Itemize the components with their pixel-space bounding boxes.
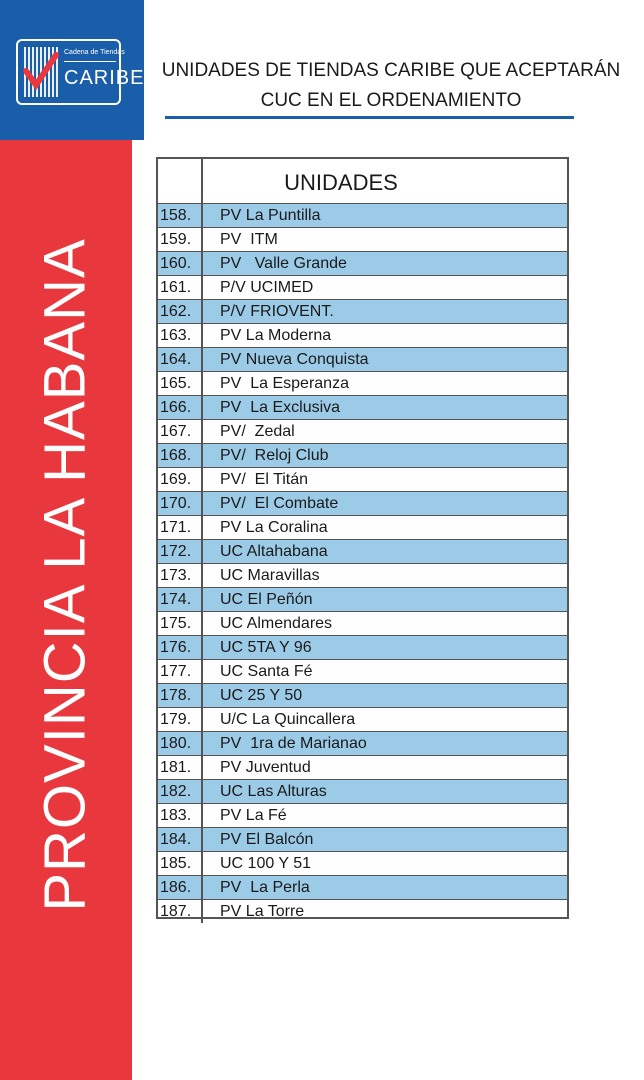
table-body (158, 203, 567, 923)
table-row (158, 227, 567, 251)
row-unit-name: PV La Exclusiva (220, 399, 341, 416)
row-unit-name: PV 1ra de Marianao (220, 735, 367, 752)
headline-line-1: UNIDADES DE TIENDAS CARIBE QUE ACEPTARÁN (161, 60, 621, 81)
row-number: 183. (158, 804, 203, 827)
row-number: 173. (158, 564, 203, 587)
table-row (158, 395, 567, 419)
row-number: 164. (158, 348, 203, 371)
table-row (158, 251, 567, 275)
row-unit-name: UC Santa Fé (220, 663, 313, 680)
table-row (158, 443, 567, 467)
row-unit-name: PV La Perla (220, 879, 310, 896)
table-row (158, 299, 567, 323)
table-row (158, 203, 567, 227)
row-unit-name: PV Nueva Conquista (220, 351, 369, 368)
row-unit-name: UC 100 Y 51 (220, 855, 312, 872)
row-unit-name: PV/ Reloj Club (220, 447, 329, 464)
row-unit-name: PV/ El Combate (220, 495, 339, 512)
row-number: 170. (158, 492, 203, 515)
row-number: 177. (158, 660, 203, 683)
row-number: 175. (158, 612, 203, 635)
logo-brand: CARIBE (64, 67, 145, 89)
table-row (158, 275, 567, 299)
row-unit-name: PV El Balcón (220, 831, 314, 848)
row-number: 160. (158, 252, 203, 275)
row-number: 165. (158, 372, 203, 395)
row-unit-name: UC Altahabana (220, 543, 328, 560)
row-unit-name: PV La Esperanza (220, 375, 349, 392)
row-unit-name: PV ITM (220, 231, 278, 248)
row-unit-name: UC Las Alturas (220, 783, 327, 800)
table-row (158, 419, 567, 443)
row-unit-name: PV La Puntilla (220, 207, 321, 224)
row-number: 159. (158, 228, 203, 251)
row-unit-name: UC 25 Y 50 (220, 687, 303, 704)
table-row (158, 731, 567, 755)
row-number: 161. (158, 276, 203, 299)
header-number-cell (158, 159, 203, 203)
row-unit-name: PV Juventud (220, 759, 311, 776)
table-row (158, 347, 567, 371)
row-number: 158. (158, 204, 203, 227)
table-row (158, 827, 567, 851)
row-number: 171. (158, 516, 203, 539)
logo-small-text: Cadena de Tiendas (64, 49, 125, 56)
table-row (158, 467, 567, 491)
page-headline (148, 56, 634, 116)
row-unit-name: UC El Peñón (220, 591, 313, 608)
table-row (158, 779, 567, 803)
units-table (156, 157, 569, 919)
row-number: 162. (158, 300, 203, 323)
row-unit-name: PV La Coralina (220, 519, 328, 536)
table-row (158, 635, 567, 659)
table-header (158, 159, 567, 203)
header-title: UNIDADES (284, 170, 398, 195)
row-number: 184. (158, 828, 203, 851)
row-number: 163. (158, 324, 203, 347)
caribe-logo (16, 39, 145, 105)
table-row (158, 371, 567, 395)
row-unit-name: UC Maravillas (220, 567, 320, 584)
row-number: 180. (158, 732, 203, 755)
table-row (158, 587, 567, 611)
table-row (158, 515, 567, 539)
table-row (158, 611, 567, 635)
row-number: 167. (158, 420, 203, 443)
row-number: 166. (158, 396, 203, 419)
row-unit-name: PV/ El Titán (220, 471, 309, 488)
table-row (158, 563, 567, 587)
row-number: 181. (158, 756, 203, 779)
headline-underline (165, 116, 574, 119)
table-row (158, 491, 567, 515)
row-unit-name: PV La Fé (220, 807, 287, 824)
row-unit-name: U/C La Quincallera (220, 711, 356, 728)
row-unit-name: UC Almendares (220, 615, 333, 632)
row-number: 174. (158, 588, 203, 611)
table-row (158, 323, 567, 347)
table-row (158, 707, 567, 731)
row-number: 168. (158, 444, 203, 467)
row-number: 172. (158, 540, 203, 563)
row-number: 186. (158, 876, 203, 899)
row-number: 176. (158, 636, 203, 659)
row-number: 187. (158, 900, 203, 923)
table-row (158, 683, 567, 707)
logo-divider (64, 61, 116, 62)
table-row (158, 755, 567, 779)
row-unit-name: UC 5TA Y 96 (220, 639, 312, 656)
table-row (158, 539, 567, 563)
table-row (158, 803, 567, 827)
province-title: PROVINCIA LA HABANA (32, 238, 98, 912)
checkmark-icon (22, 49, 62, 99)
row-unit-name: PV La Moderna (220, 327, 332, 344)
table-row (158, 659, 567, 683)
sidebar-notch (132, 120, 144, 140)
row-number: 179. (158, 708, 203, 731)
row-number: 185. (158, 852, 203, 875)
headline-line-2: CUC EN EL ORDENAMIENTO (260, 90, 522, 111)
row-unit-name: PV La Torre (220, 903, 305, 920)
table-row (158, 875, 567, 899)
row-unit-name: P/V FRIOVENT. (220, 303, 334, 320)
row-number: 169. (158, 468, 203, 491)
row-unit-name: PV Valle Grande (220, 255, 347, 272)
row-number: 178. (158, 684, 203, 707)
table-row (158, 851, 567, 875)
row-unit-name: P/V UCIMED (220, 279, 314, 296)
row-unit-name: PV/ Zedal (220, 423, 295, 440)
row-number: 182. (158, 780, 203, 803)
table-row (158, 899, 567, 923)
